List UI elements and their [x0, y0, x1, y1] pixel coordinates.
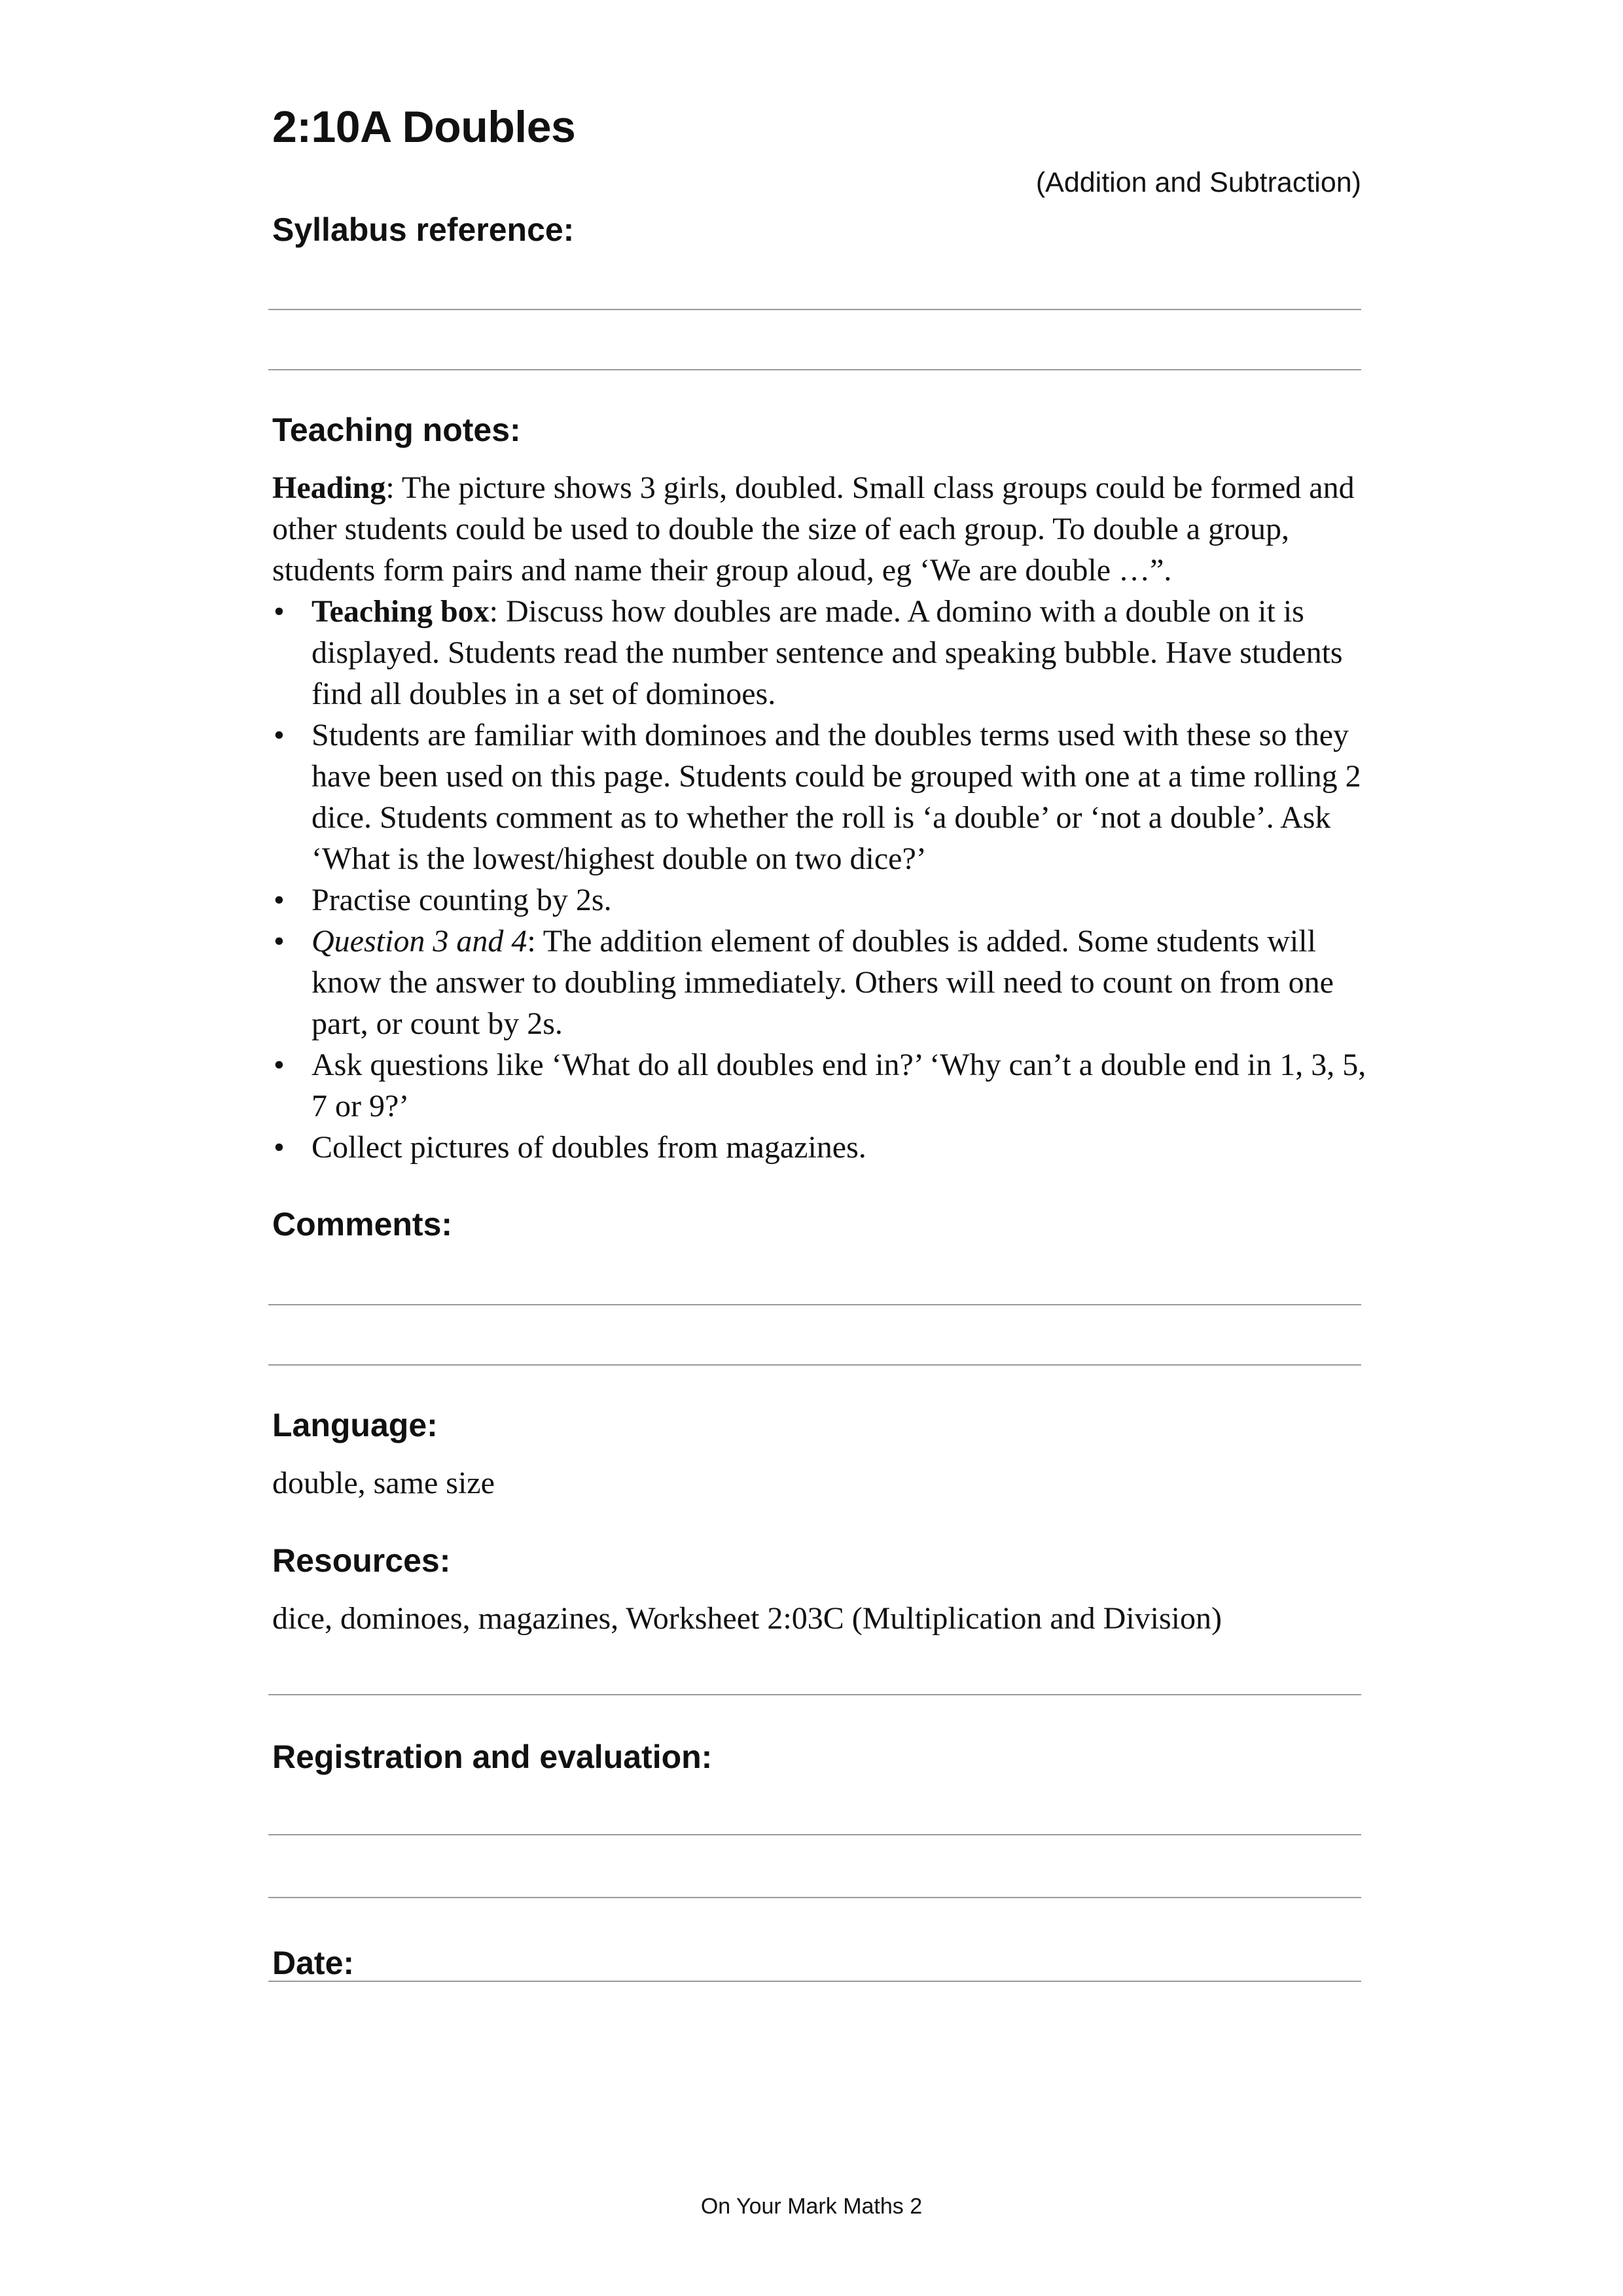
intro-label: Heading [272, 470, 386, 505]
list-item-lead: Question 3 and 4 [312, 924, 527, 959]
list-item-text: Collect pictures of doubles from magazines. [312, 1130, 866, 1165]
syllabus-line-1 [268, 309, 1361, 310]
list-item-text: : Discuss how doubles are made. A domino with a double on it is displayed. Students read the number sentence and speaking bubble. Have students find all doubles in a set of dominoes. [312, 594, 1343, 711]
list-item [272, 879, 1372, 921]
syllabus-heading: Syllabus reference: [272, 211, 575, 248]
language-text: double, same size [272, 1466, 495, 1500]
page-footer: On Your Mark Maths 2 [700, 2194, 923, 2219]
teaching-notes-heading: Teaching notes: [272, 412, 521, 448]
date-line [268, 1981, 1361, 1982]
bullet-icon: • [274, 718, 285, 752]
list-item-text: Students are familiar with dominoes and the doubles terms used with these so they have been used on this page. Students could be grouped with one at a time rolling 2 dice. Students comment as to whether the roll is ‘a double’ or ‘not a double’. Ask ‘What is the lowest/highest double on two dice?’ [312, 718, 1361, 876]
comments-line-2 [268, 1364, 1361, 1366]
list-item-text: Practise counting by 2s. [312, 883, 612, 917]
registration-heading: Registration and evaluation: [272, 1739, 713, 1775]
comments-line-1 [268, 1304, 1361, 1305]
list-item [272, 921, 1372, 1044]
list-item [272, 1044, 1372, 1127]
resources-line [268, 1694, 1361, 1695]
list-item-lead: Teaching box [312, 594, 490, 629]
list-item [272, 1127, 1372, 1168]
language-heading: Language: [272, 1407, 438, 1443]
page-title: 2:10A Doubles [272, 102, 576, 152]
resources-text: dice, dominoes, magazines, Worksheet 2:03C (Multiplication and Division) [272, 1601, 1222, 1636]
teaching-notes-intro [272, 467, 1372, 591]
comments-heading: Comments: [272, 1206, 453, 1243]
bullet-icon: • [274, 924, 285, 959]
list-item [272, 715, 1372, 879]
bullet-icon: • [274, 883, 285, 917]
list-item [272, 591, 1372, 715]
date-heading: Date: [272, 1945, 355, 1981]
registration-line-1 [268, 1834, 1361, 1835]
intro-text: : The picture shows 3 girls, doubled. Small class groups could be formed and other students could be used to double the size of each group. To double a group, students form pairs and name their group aloud, eg ‘We are double …”. [272, 470, 1355, 588]
list-item-text: : The addition element of doubles is added. Some students will know the answer to doubling immediately. Others will need to count on from one part, or count by 2s. [312, 924, 1334, 1041]
registration-line-2 [268, 1897, 1361, 1898]
resources-heading: Resources: [272, 1542, 451, 1579]
subject-label: (Addition and Subtraction) [1035, 167, 1361, 198]
list-item-text: Ask questions like ‘What do all doubles end in?’ ‘Why can’t a double end in 1, 3, 5, 7 or 9?’ [312, 1048, 1366, 1123]
syllabus-line-2 [268, 369, 1361, 370]
teaching-notes-list [272, 591, 1372, 1168]
bullet-icon: • [274, 594, 285, 629]
bullet-icon: • [274, 1130, 285, 1165]
bullet-icon: • [274, 1048, 285, 1082]
